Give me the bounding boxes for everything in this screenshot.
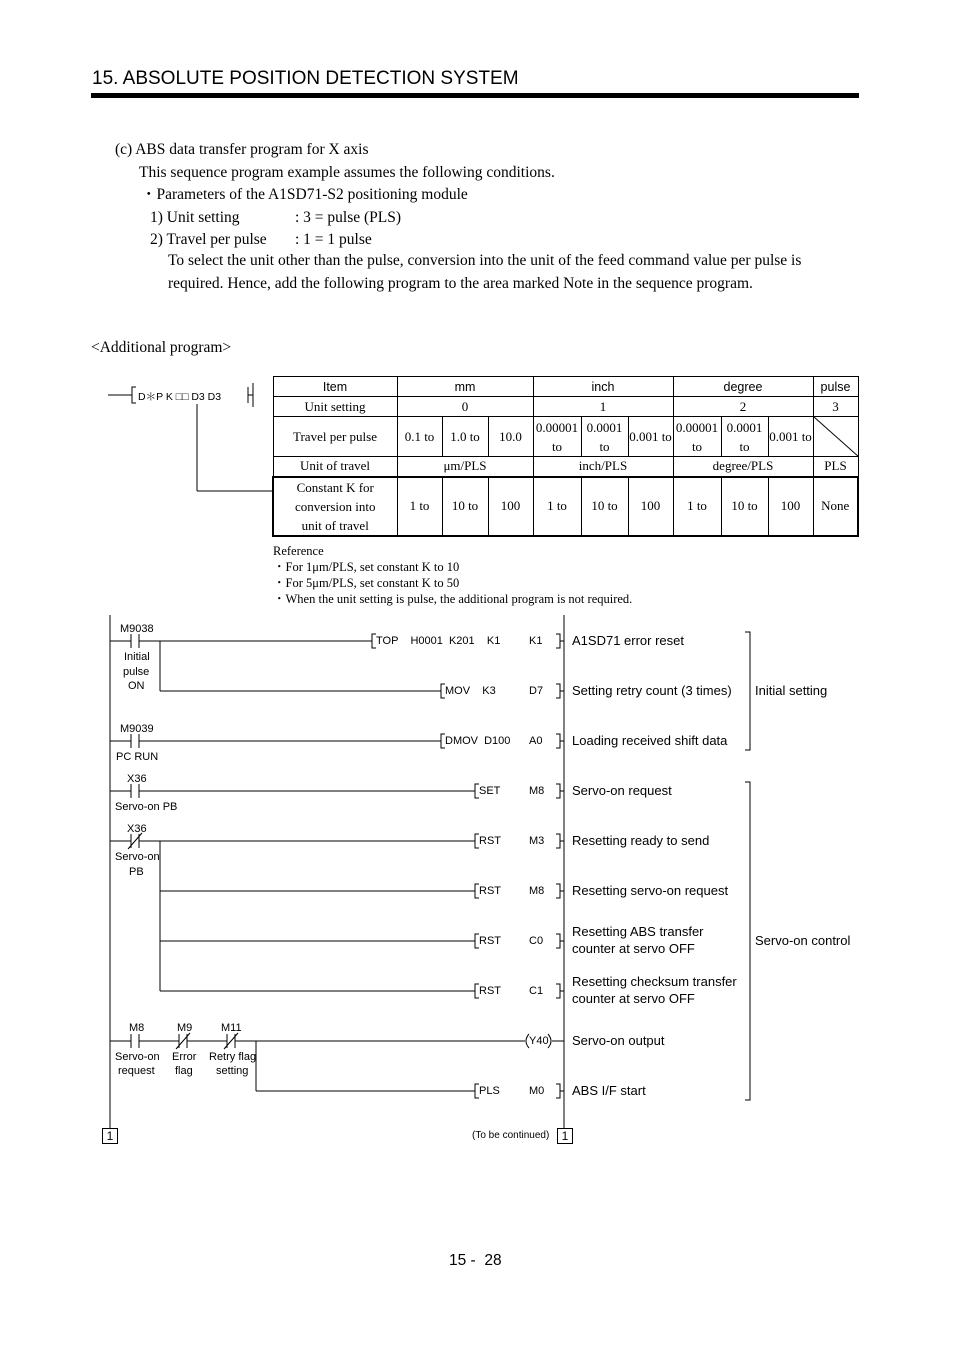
cell: 0 [397, 397, 533, 417]
instruction-dmov: DMOV D100 [445, 735, 511, 747]
contact-desc: setting [216, 1065, 249, 1077]
constant-label-l3: unit of travel [301, 517, 369, 533]
instruction-rst: RST [479, 985, 501, 997]
row-label-travel: Travel per pulse [273, 417, 397, 457]
cell: 100 [628, 477, 673, 536]
contact-desc: pulse [123, 666, 150, 678]
cell: 10.0 [488, 417, 533, 457]
operand: A0 [529, 735, 543, 747]
operand: D7 [529, 685, 544, 697]
row-label-unit-setting: Unit setting [273, 397, 397, 417]
col-header-pulse: pulse [813, 377, 858, 397]
contact-desc: Servo-on PB [115, 801, 178, 813]
cell: 0.0001 to [581, 417, 628, 457]
instruction-rst: RST [479, 935, 501, 947]
cell: 1.0 to [442, 417, 488, 457]
cell: 1 [533, 397, 673, 417]
contact-m9039: M9039 [120, 723, 154, 735]
contact-desc: Retry flag [209, 1051, 257, 1063]
contact-desc: PC RUN [116, 751, 159, 763]
contact-desc: ON [128, 680, 145, 692]
group-label-servo: Servo-on control [755, 933, 851, 948]
cond1-value: : 3 = pulse (PLS) [295, 209, 402, 226]
output-coil-y40: Y40 [529, 1035, 549, 1047]
contact-x36: X36 [127, 773, 147, 785]
param-line: ・Parameters of the A1SD71-S2 positioning module [141, 186, 468, 203]
operand: M8 [529, 885, 545, 897]
instruction-rst: RST [479, 885, 501, 897]
rung-comment: Resetting checksum transfer [572, 974, 737, 989]
cell: degree/PLS [673, 457, 813, 477]
rung-comment: counter at servo OFF [572, 991, 695, 1006]
rung-comment: ABS I/F start [572, 1083, 646, 1098]
additional-program-heading: <Additional program> [91, 339, 232, 356]
operand: M8 [529, 785, 545, 797]
col-header-item: Item [273, 377, 397, 397]
operand: M3 [529, 835, 545, 847]
cell: 1 to [397, 477, 442, 536]
cell: 1 to [533, 477, 581, 536]
rung-comment: Servo-on request [572, 783, 672, 798]
constant-label-l1: Constant K for [296, 479, 374, 495]
contact-desc: Servo-on [115, 851, 160, 863]
contact-desc: Error [172, 1051, 197, 1063]
cell: 100 [488, 477, 533, 536]
cell: 0.001 to [768, 417, 813, 457]
section-heading: (c) ABS data transfer program for X axis [115, 141, 369, 158]
operand: C1 [529, 985, 544, 997]
rung-comment: Loading received shift data [572, 733, 728, 748]
rung-comment: A1SD71 error reset [572, 633, 684, 648]
cell: 0.00001 to [533, 417, 581, 457]
operand: M0 [529, 1085, 545, 1097]
cell: 10 to [581, 477, 628, 536]
page-header-title: 15. ABSOLUTE POSITION DETECTION SYSTEM [92, 68, 519, 89]
cell: PLS [813, 457, 858, 477]
constant-label-l2: conversion into [294, 498, 376, 514]
page-number: 15 - 28 [449, 1252, 502, 1269]
contact-x36-nc: X36 [127, 823, 147, 835]
conversion-paragraph: To select the unit other than the pulse, conversion into the unit of the feed command value per pulse is required. Hence, add the following program to the area marked Note in the sequence program. [168, 252, 802, 292]
contact-m9: M9 [177, 1022, 193, 1034]
cell: 1 to [673, 477, 721, 536]
cell: 2 [673, 397, 813, 417]
instruction-pls: PLS [479, 1085, 500, 1097]
cond2-label: 2) Travel per pulse [150, 231, 267, 248]
group-label-initial: Initial setting [755, 683, 828, 698]
contact-desc: PB [129, 866, 144, 878]
intro-line: This sequence program example assumes the following conditions. [139, 164, 555, 181]
rung-comment: Servo-on output [572, 1033, 665, 1048]
contact-m8: M8 [129, 1022, 145, 1034]
cell: μm/PLS [397, 457, 533, 477]
rung-comment: Resetting servo-on request [572, 883, 729, 898]
cell: 100 [768, 477, 813, 536]
connector-right: 1 [557, 1128, 573, 1144]
rung-comment: Setting retry count (3 times) [572, 683, 732, 698]
col-header-inch: inch [533, 377, 673, 397]
cond2-value: : 1 = 1 pulse [295, 231, 372, 248]
instruction-top: TOP H0001 K201 K1 [376, 635, 501, 647]
rung-comment: Resetting ready to send [572, 833, 710, 848]
contact-m9038: M9038 [120, 623, 154, 635]
reference-item: ・For 5μm/PLS, set constant K to 50 [273, 576, 460, 590]
connector-left: 1 [102, 1128, 118, 1144]
cell: 0.0001 to [721, 417, 768, 457]
cell: 3 [813, 397, 858, 417]
contact-desc: Initial [124, 651, 150, 663]
cell: 10 to [442, 477, 488, 536]
operand: K1 [529, 635, 543, 647]
instruction-mov: MOV K3 [445, 685, 496, 697]
instruction-rst: RST [479, 835, 501, 847]
contact-m11: M11 [221, 1022, 242, 1034]
cond1-label: 1) Unit setting [150, 209, 240, 226]
cell: 10 to [721, 477, 768, 536]
reference-item: ・For 1μm/PLS, set constant K to 10 [273, 560, 460, 574]
contact-desc: flag [175, 1065, 193, 1077]
cell: None [813, 477, 858, 536]
instruction-set: SET [479, 785, 501, 797]
rung-comment: counter at servo OFF [572, 941, 695, 956]
constant-instruction: D＊P K □□ D3 D3 [138, 391, 222, 403]
rung-comment: Resetting ABS transfer [572, 924, 704, 939]
col-header-degree: degree [673, 377, 813, 397]
contact-desc: Servo-on [115, 1051, 160, 1063]
operand: C0 [529, 935, 544, 947]
cell: inch/PLS [533, 457, 673, 477]
continued-note: (To be continued) [472, 1130, 550, 1141]
cell: 0.001 to [628, 417, 673, 457]
reference-item: ・When the unit setting is pulse, the additional program is not required. [273, 592, 633, 606]
cell: 0.1 to [397, 417, 442, 457]
reference-title: Reference [273, 544, 324, 558]
row-label-unit-of-travel: Unit of travel [273, 457, 397, 477]
cell: 0.00001 to [673, 417, 721, 457]
contact-desc: request [118, 1065, 155, 1077]
col-header-mm: mm [397, 377, 533, 397]
